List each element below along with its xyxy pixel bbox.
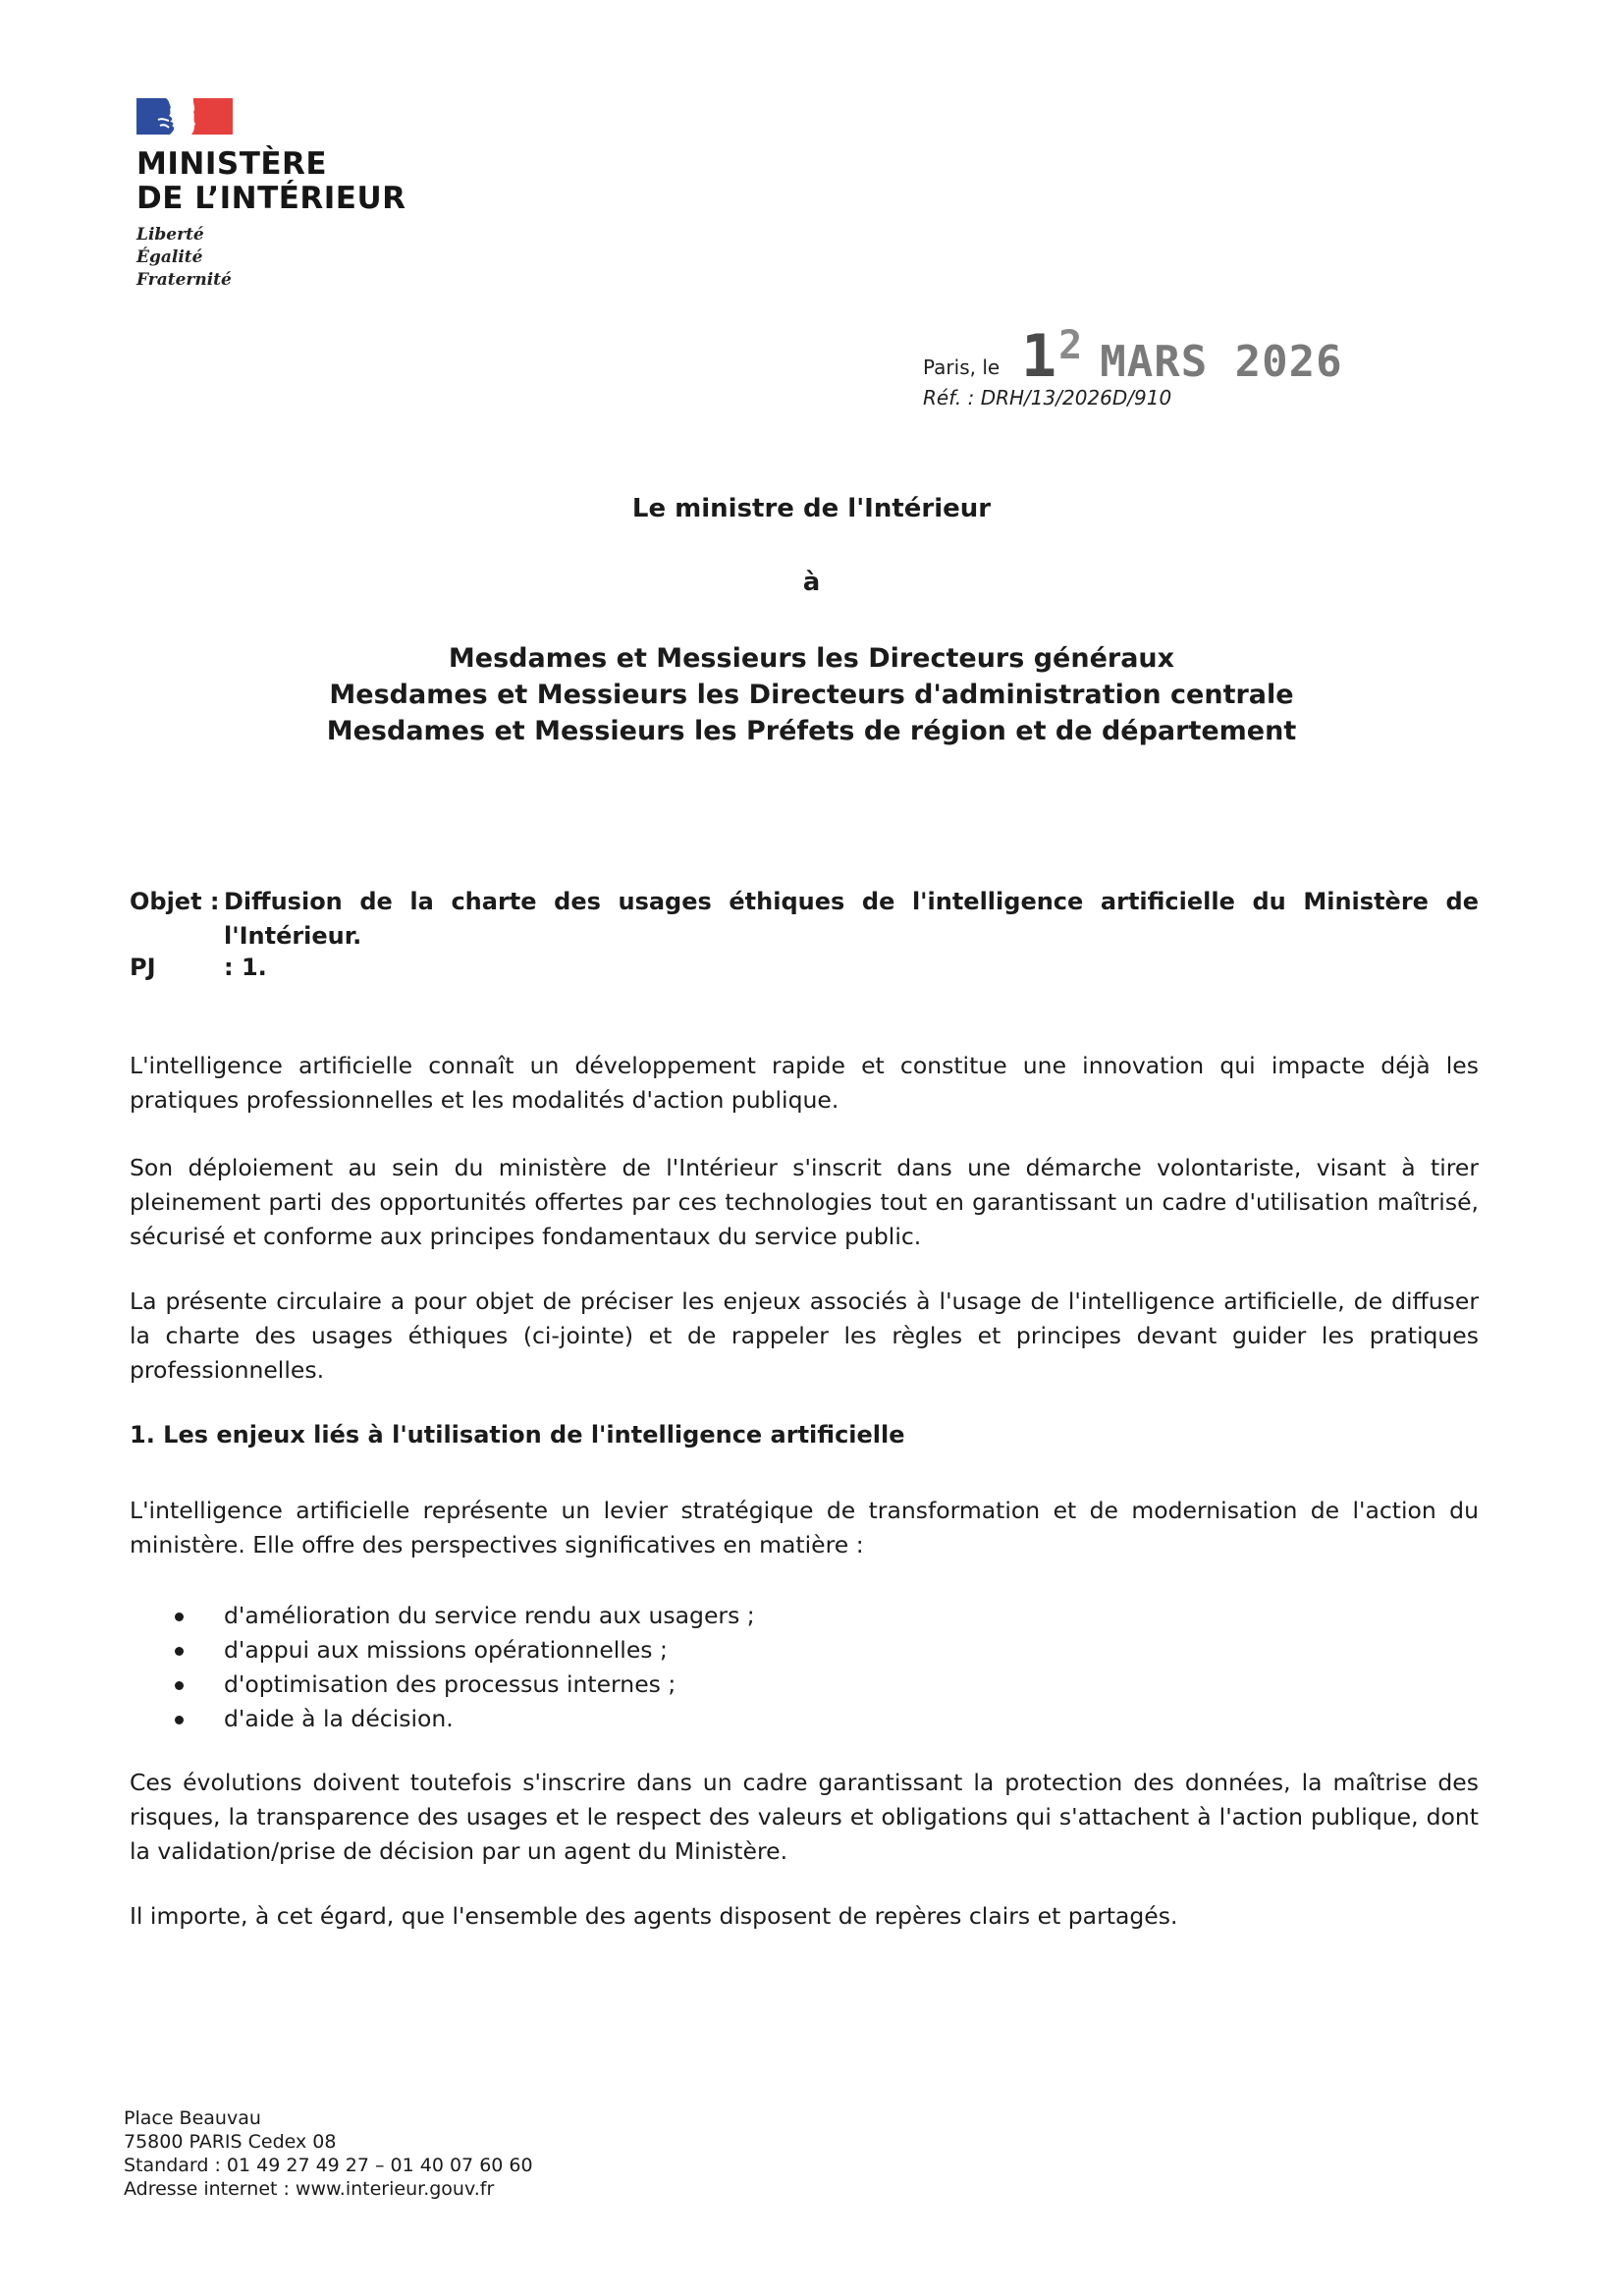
recipient-line: Mesdames et Messieurs les Directeurs généraux [448, 643, 1175, 674]
bullet-icon [175, 1681, 184, 1690]
paragraph-text: Son déploiement au sein du ministère de l'Intérieur s'inscrit dans une démarche volontariste, visant à tirer pleinement parti des opportunités offertes par ces technologies tout en garantissant un cadre d'utilisation maîtrisé, sécurisé et conforme aux principes fondamentaux du service public. [130, 1154, 1479, 1250]
recipient-line: Mesdames et Messieurs les Préfets de région et de département [326, 716, 1297, 746]
bullet-list [130, 1599, 755, 1736]
paragraph-intro-3 [130, 1285, 1479, 1388]
subject-block [130, 885, 1479, 954]
paragraph-intro-1 [130, 1049, 1479, 1118]
subject-text: Diffusion de la charte des usages éthiques de l'intelligence artificielle du Ministère de l'Intérieur. [224, 888, 1479, 950]
attachment-line [130, 954, 267, 981]
marianne-flag-logo-icon [136, 98, 233, 135]
footer-phone: Standard : 01 49 27 49 27 – 01 40 07 60 60 [124, 2155, 533, 2176]
list-item-text: d'aide à la décision. [224, 1705, 454, 1732]
bullet-icon [175, 1716, 184, 1724]
list-item [130, 1667, 755, 1702]
footer-website: Adresse internet : www.interieur.gouv.fr [124, 2178, 495, 2200]
attachment-value: : 1. [224, 954, 267, 981]
date-place-prefix: Paris, le [923, 355, 1001, 379]
date-stamp-month-year: MARS 2026 [1100, 337, 1343, 387]
section-heading: 1. Les enjeux liés à l'utilisation de l'intelligence artificielle [130, 1421, 905, 1449]
closing-paragraph-1 [130, 1766, 1479, 1869]
footer-line: 75800 PARIS Cedex 08 [124, 2131, 337, 2153]
paragraph-text: La présente circulaire a pour objet de préciser les enjeux associés à l'usage de l'intelligence artificielle, de diffuser la charte des usages éthiques (ci-jointe) et de rappeler les règles et principes devant guider les pratiques professionnelles. [130, 1287, 1479, 1384]
recipients-list [0, 640, 1623, 749]
date-stamp-day-first: 1 [1021, 322, 1059, 391]
motto-fraternite: Fraternité [136, 270, 232, 290]
list-item-text: d'amélioration du service rendu aux usagers ; [224, 1602, 755, 1629]
motto-liberte: Liberté [136, 225, 204, 245]
list-item-text: d'optimisation des processus internes ; [224, 1670, 676, 1698]
date-stamp [1021, 322, 1343, 391]
recipient-line: Mesdames et Messieurs les Directeurs d'administration centrale [329, 680, 1294, 710]
paragraph-intro-2 [130, 1151, 1479, 1254]
ministry-name-line2: DE L’INTÉRIEUR [136, 181, 406, 216]
footer-address [124, 2106, 533, 2201]
footer-line: Place Beauvau [124, 2107, 261, 2129]
addressee-preposition: à [802, 568, 821, 597]
attachment-label: PJ [130, 954, 156, 981]
sender-title: Le ministre de l'Intérieur [631, 494, 992, 523]
closing-paragraph-2 [130, 1899, 1479, 1934]
reference-number: Réf. : DRH/13/2026D/910 [923, 386, 1172, 410]
flag-red-band [191, 98, 233, 135]
subject-separator: : [209, 888, 220, 915]
list-item [130, 1599, 755, 1633]
bullet-icon [175, 1647, 184, 1656]
subject-label [130, 885, 224, 954]
section-intro [130, 1494, 1479, 1562]
paragraph-text: L'intelligence artificielle connaît un développement rapide et constitue une innovation qui impacte déjà les pratiques professionnelles et les modalités d'action publique. [130, 1052, 1479, 1114]
bullet-icon [175, 1613, 184, 1621]
list-item [130, 1633, 755, 1667]
paragraph-text: Ces évolutions doivent toutefois s'inscrire dans un cadre garantissant la protection des données, la maîtrise des risques, la transparence des usages et le respect des valeurs et obligations qui s'attachent à l'action publique, dont la validation/prise de décision par un agent du Ministère. [130, 1769, 1479, 1865]
ministry-name-line1: MINISTÈRE [136, 146, 328, 182]
date-stamp-day-second: 2 [1058, 323, 1085, 368]
motto-egalite: Égalité [136, 247, 203, 267]
list-item-text: d'appui aux missions opérationnelles ; [224, 1636, 668, 1664]
list-item [130, 1702, 755, 1736]
paragraph-text: Il importe, à cet égard, que l'ensemble des agents disposent de repères clairs et partagés. [130, 1902, 1178, 1930]
subject-label-text: Objet [130, 888, 202, 915]
paragraph-text: L'intelligence artificielle représente un levier stratégique de transformation et de modernisation de l'action du ministère. Elle offre des perspectives significatives en matière : [130, 1497, 1479, 1558]
